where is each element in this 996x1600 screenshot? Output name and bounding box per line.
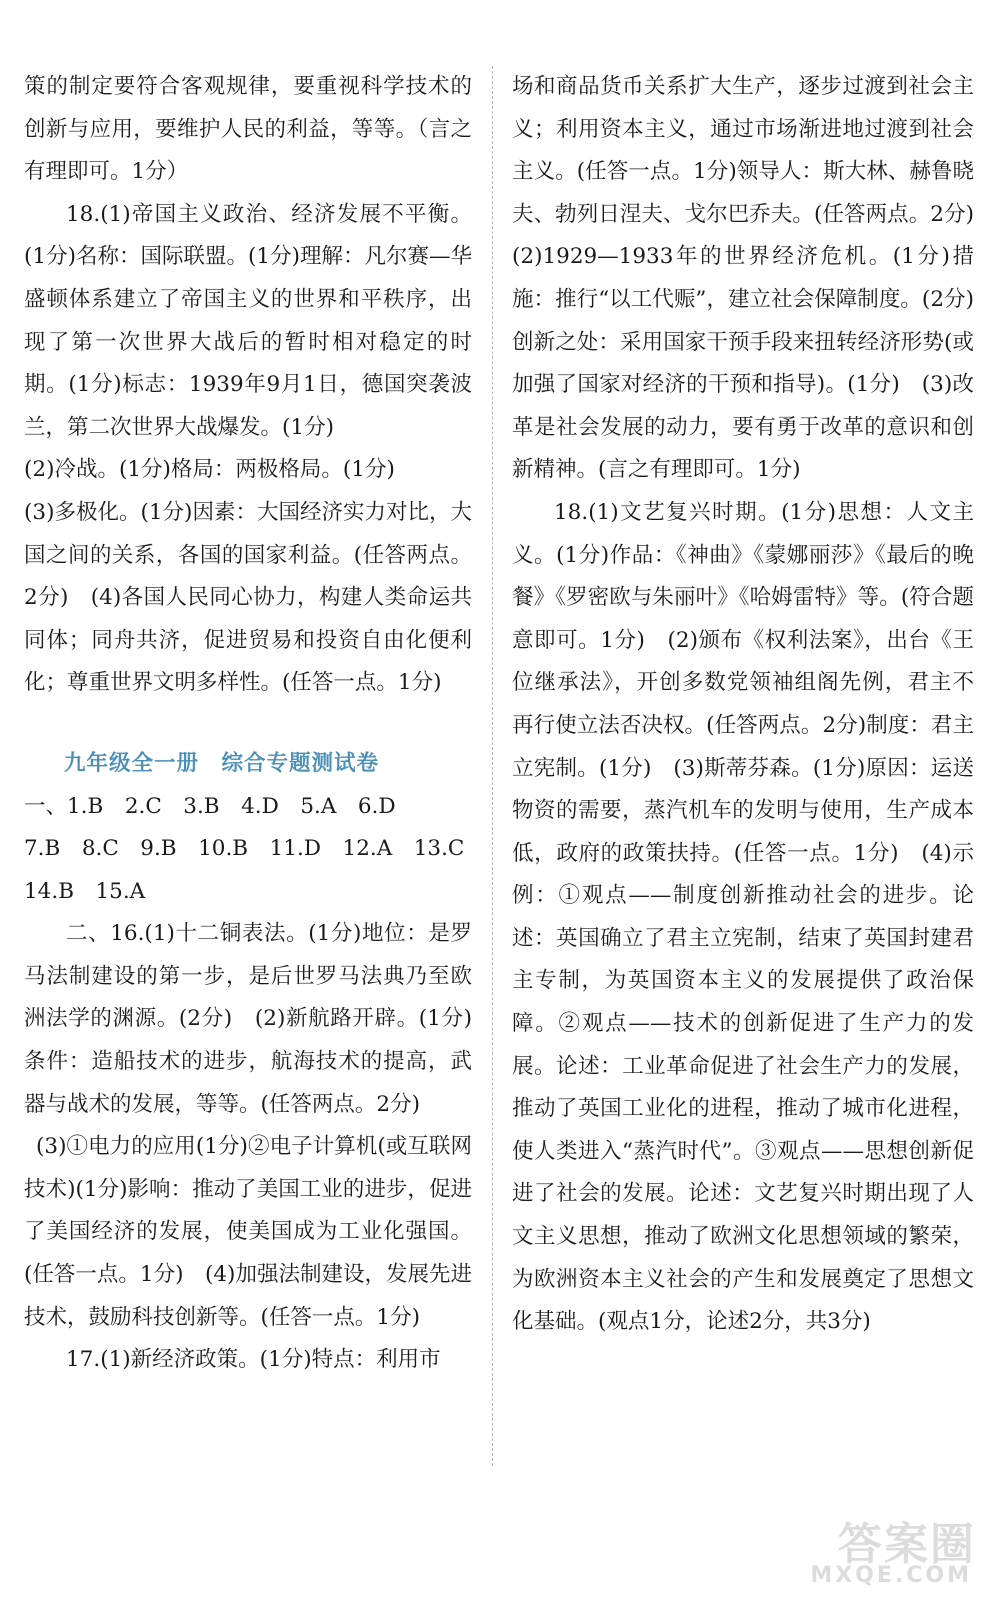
answer-paragraph-18-right: 18.(1)文艺复兴时期。(1分)思想：人文主义。(1分)作品：《神曲》《蒙娜丽莎》《最后的晚餐》《罗密欧与朱丽叶》《哈姆雷特》等。(符合题意即可。1分) (2)颁布《权利法案》，出台《王位继承法》，开创多数党领袖组阁先例，君主不再行使立法否决权。(任答两点。2分)制度：君主立宪制。(1分) (3)斯蒂芬森。(1分)原因：运送物资的需要，蒸汽机车的发明与使用，生产成本低，政府的政策扶持。(任答一点。1分) (4)示例：①观点——制度创新推动社会的进步。论述：英国确立了君主立宪制，结束了英国封建君主专制，为英国资本主义的发展提供了政治保障。②观点——技术的创新促进了生产力的发展。论述：工业革命促进了社会生产力的发展，推动了英国工业化的进程，推动了城市化进程，使人类进入“蒸汽时代”。③观点——思想创新促进了社会的发展。论述：文艺复兴时期出现了人文主义思想，推动了欧洲文化思想领域的繁荣，为欧洲资本主义社会的产生和发展奠定了思想文化基础。(观点1分，论述2分，共3分)	[512, 499, 974, 1335]
column-divider	[492, 66, 493, 1466]
watermark-main: 答案圈	[838, 1519, 976, 1570]
section-title: 九年级全一册 综合专题测试卷	[64, 750, 380, 776]
multiple-choice-line-3: 14.B 15.A	[24, 878, 146, 904]
answer-paragraph-17-cont: 场和商品货币关系扩大生产，逐步过渡到社会主义；利用资本主义，通过市场渐进地过渡到社会主义。(任答一点。1分)领导人：斯大林、赫鲁晓夫、勃列日涅夫、戈尔巴乔夫。(任答两点。2分) (2)1929—1933年的世界经济危机。(1分)措施：推行“以工代赈”，建立社会保障制度。(2分)创新之处：采用国家干预手段来扭转经济形势(或加强了国家对经济的干预和指导)。(1分) (3)改革是社会发展的动力，要有勇于改革的意识和创新精神。(言之有理即可。1分)	[512, 74, 996, 483]
watermark-sub: MXQE.COM	[810, 1563, 972, 1588]
answer-paragraph-18-2: (2)冷战。(1分)格局：两极格局。(1分)	[24, 457, 395, 483]
answer-paragraph-16: 二、16.(1)十二铜表法。(1分)地位：是罗马法制建设的第一步，是后世罗马法典乃至欧洲法学的渊源。(2分) (2)新航路开辟。(1分)条件：造船技术的进步，航海技术的提高，武器与战术的发展，等等。(任答两点。2分)	[24, 921, 472, 1117]
answer-paragraph-18-3: (3)多极化。(1分)因素：大国经济实力对比，大国之间的关系，各国的国家利益。(任答两点。2分) (4)各国人民同心协力，构建人类命运共同体；同舟共济，促进贸易和投资自由化便利化；尊重世界文明多样性。(任答一点。1分)	[24, 499, 472, 696]
left-column	[24, 66, 472, 1382]
answer-paragraph-17-start: 17.(1)新经济政策。(1分)特点：利用市	[66, 1347, 441, 1373]
right-column	[512, 66, 996, 1344]
watermark-logo	[806, 1508, 976, 1588]
answer-paragraph-intro: 策的制定要符合客观规律，要重视科学技术的创新与应用，要维护人民的利益，等等。（言之有理即可。1分）	[24, 74, 472, 185]
multiple-choice-line-1: 一、1.B 2.C 3.B 4.D 5.A 6.D	[24, 793, 396, 819]
answer-paragraph-16-3: (3)①电力的应用(1分)②电子计算机(或互联网技术)(1分)影响：推动了美国工业的进步，促进了美国经济的发展，使美国成为工业化强国。(任答一点。1分) (4)加强法制建设，发展先进技术，鼓励科技创新等。(任答一点。1分)	[24, 1134, 472, 1330]
answer-paragraph-18: 18.(1)帝国主义政治、经济发展不平衡。(1分)名称：国际联盟。(1分)理解：凡尔赛—华盛顿体系建立了帝国主义的世界和平秩序，出现了第一次世界大战后的暂时相对稳定的时期。(1分)标志：1939年9月1日，德国突袭波兰，第二次世界大战爆发。(1分)	[24, 201, 472, 440]
multiple-choice-line-2: 7.B 8.C 9.B 10.B 11.D 12.A 13.C	[24, 836, 465, 862]
